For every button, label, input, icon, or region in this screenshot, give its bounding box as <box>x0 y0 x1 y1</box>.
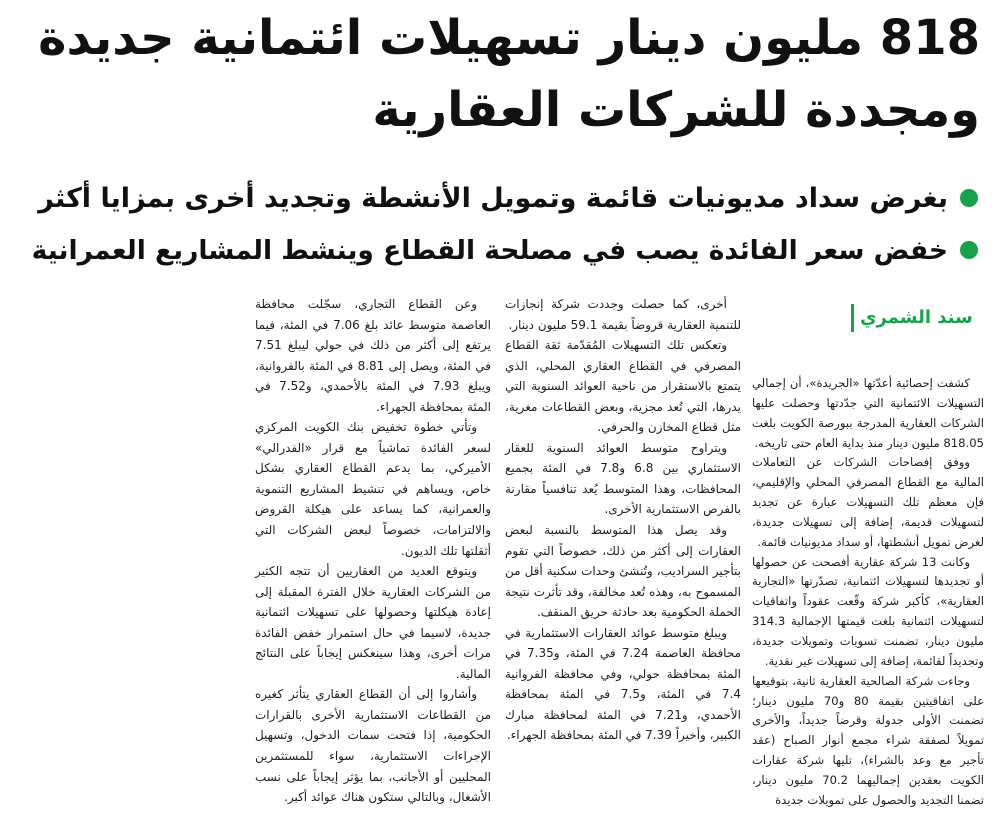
subheadline-2 <box>24 224 978 276</box>
subheadline-text: خفض سعر الفائدة يصب في مصلحة القطاع وينشط المشاريع العمرانية <box>31 234 948 266</box>
body-column-1 <box>752 374 984 811</box>
subheadline-1 <box>24 172 978 224</box>
byline <box>851 304 984 332</box>
body-paragraph: وتعكس تلك التسهيلات المُقدّمة ثقة القطاع المصرفي في القطاع العقاري المحلي، الذي يتمتع بالاستقرار من ناحية العوائد السنوية التي يدرها، التي تُعد مجزية، وبعض القطاعات مغرية، مثل قطاع المخازن والحرفي. <box>505 338 741 435</box>
headline-line-2: ومجددة للشركات العقارية <box>372 82 980 138</box>
body-paragraph: أخرى، كما حصلت وجددت شركة إنجازات للتنمية العقارية قروضاً بقيمة 59.1 مليون دينار. <box>505 297 741 332</box>
body-paragraph: ووفق إفصاحات الشركات عن التعاملات المالية مع القطاع المصرفي المحلي والإقليمي، فإن معظم تلك التسهيلات عبارة عن تجديد لتسهيلات قديمة، إضافة إلى تسهيلات جديدة، لغرض تمويل أنشطتها، أو سداد مديونيات قائمة. <box>752 455 984 549</box>
headline-line-1: 818 مليون دينار تسهيلات ائتمانية جديدة <box>38 10 980 66</box>
article-subheadlines <box>24 172 978 276</box>
body-paragraph: ويتراوح متوسط العوائد السنوية للعقار الاستثماري بين 6.8 و7.8 في المئة بجميع المحافظات، وهذا المتوسط يُعد تنافسياً مقارنة بالفرص الاستثمارية الأخرى. <box>505 440 741 517</box>
byline-author: سند الشمري <box>860 307 973 328</box>
subheadline-text: بغرض سداد مديونيات قائمة وتمويل الأنشطة وتجديد أخرى بمزايا أكثر <box>38 182 948 214</box>
body-paragraph: ويتوقع العديد من العقاريين أن تتجه الكثير من الشركات العقارية خلال الفترة المقبلة إلى إعادة هيكلتها وحصولها على تسهيلات ائتمانية جديدة، لاسيما في حال استمرار خفض الفائدة مرات أخرى، وهذا سينعكس إيجاباً على النتائج المالية. <box>255 564 491 681</box>
body-paragraph: وكانت 13 شركة عقارية أفصحت عن حصولها أو تجديدها لتسهيلات ائتمانية، تصدّرتها «التجارية العقارية»، كأكبر شركة وقّعت عقوداً واتفاقيات لتسهيلات ائتمانية بلغت قيمتها الإجمالية 314.3 مليون دينار، تضمنت تسويات وتمويلات جديدة، وتجديداً لقائمة، إضافة إلى تسهيلات غير نقدية. <box>752 554 984 668</box>
body-column-3 <box>255 294 491 808</box>
green-bullet-icon <box>960 241 978 259</box>
body-paragraph: وعن القطاع التجاري، سجّلت محافظة العاصمة متوسط عائد بلغ 7.06 في المئة، فيما يرتفع إلى أكثر من ذلك في حولي ليبلغ 7.51 في المئة، ويصل إلى 8.81 في المئة بالفروانية، ويبلغ 7.93 في المئة بالأحمدي، و7.52 في المئة بمحافظة الجهراء. <box>255 297 491 414</box>
body-paragraph: وقد يصل هذا المتوسط بالنسبة لبعض العقارات إلى أكثر من ذلك، خصوصاً التي تقوم بتأجير السراديب، وتُنشئ وحدات سكنية أقل من المسموح به، وهذه تُعد مخالفة، وقد تأثرت نتيجة الحملة الحكومية بعد حادثة حريق المنقف. <box>505 523 741 620</box>
body-paragraph: وتأتي خطوة تخفيض بنك الكويت المركزي لسعر الفائدة تماشياً مع قرار «الفدرالي» الأميركي، بما يدعم القطاع العقاري بشكل خاص، ويساهم في تنشيط المشاريع التنموية والعمرانية، كما يساعد على هيكلة القروض والالتزامات، خصوصاً لبعض الشركات التي أثقلتها تلك الديون. <box>255 420 491 558</box>
green-bullet-icon <box>960 189 978 207</box>
body-paragraph: وجاءت شركة الصالحية العقارية ثانية، بتوقيعها على اتفاقيتين بقيمة 80 و70 مليون دينار؛ تضمنت الأولى جدولة وقرضاً جديداً، والأخرى تمويلاً لصفقة شراء مجمع أنوار الصباح (عقد تأجير مع وعد بالشراء)، تليها شركة عقارات الكويت بعقدين إجماليهما 70.2 مليون دينار، تضمنا التجديد والحصول على تمويلات جديدة <box>752 673 984 807</box>
body-paragraph: وأشاروا إلى أن القطاع العقاري يتأثر كغيره من القطاعات الاستثمارية الأخرى بالقرارات الحكومية، إذا فتحت سمات الدخول، وتسهيل الإجراءات الاستثمارية، سواء للمستثمرين المحليين أو الأجانب، بما يؤثر إيجاباً على نسب الأشغال، وبالتالي ستكون هناك عوائد أكبر. <box>255 687 491 805</box>
article-body <box>0 294 1000 814</box>
article-headline <box>18 2 980 146</box>
body-column-2 <box>505 294 741 746</box>
body-paragraph: كشفت إحصائية أعدّتها «الجريدة»، أن إجمالي التسهيلات الائتمانية التي جدّدتها وحصلت عليها الشركات العقارية المدرجة ببورصة الكويت بلغت 818.05 مليون دينار منذ بداية العام حتى تاريخه. <box>752 376 984 450</box>
body-paragraph: ويبلغ متوسط عوائد العقارات الاستثمارية في محافظة العاصمة 7.24 في المئة، و7.35 في المئة بمحافظة حولي، وفي محافظة الفروانية 7.4 في المئة، و7.5 في المئة بمحافظة الأحمدي، و7.21 في المئة لمحافظة مبارك الكبير، وأخيراً 7.39 في المئة بمحافظة الجهراء. <box>505 625 742 743</box>
